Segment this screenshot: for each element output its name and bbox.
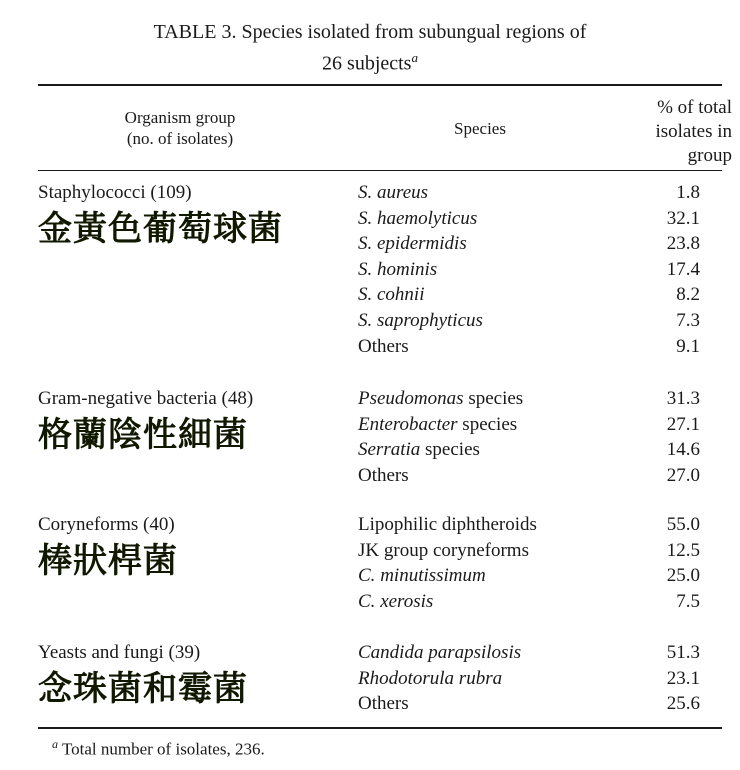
group-label: Staphylococci (109) [38, 182, 192, 203]
header-organism-group: Organism group (no. of isolates) [124, 108, 236, 148]
chinese-annotation: 念珠菌和霉菌 [38, 669, 248, 709]
species-genus: S. [358, 258, 373, 280]
percent-value: 17.4 [666, 258, 700, 280]
species-name [358, 258, 437, 282]
percent-value: 14.6 [666, 439, 700, 461]
percent-value: 32.1 [666, 207, 700, 229]
footnote-text: Total number of isolates, 236. [58, 739, 265, 759]
species-epithet: epidermidis [377, 233, 467, 255]
title-footnote-mark: a [411, 50, 418, 65]
species-genus: S. [358, 182, 373, 203]
species-epithet: cohnii [377, 284, 425, 306]
species-epithet: xerosis [380, 590, 434, 612]
percent-value: 23.1 [666, 667, 700, 689]
species-name [358, 438, 480, 462]
header-percent: % of total isolates in group [655, 97, 732, 166]
species-genus: C. [358, 590, 376, 612]
species-name [358, 692, 409, 716]
species-epithet: hominis [377, 258, 438, 280]
species-suffix: species [463, 388, 524, 409]
chinese-annotation: 格蘭陰性細菌 [38, 415, 248, 455]
table-title [0, 20, 740, 77]
species-epithet: Enterobacter [358, 413, 458, 435]
percent-value: 1.8 [676, 182, 700, 203]
percent-value: 8.2 [676, 284, 700, 306]
species-name [358, 335, 409, 359]
group-label: Gram-negative bacteria (48) [38, 388, 254, 409]
species-genus: C. [358, 565, 376, 587]
species-epithet: Candida parapsilosis [358, 642, 522, 663]
percent-value: 23.8 [666, 233, 700, 255]
species-genus: S. [358, 310, 373, 331]
chinese-annotation: 金黃色葡萄球菌 [38, 209, 283, 249]
percent-value: 27.1 [666, 413, 700, 435]
header-rule [38, 170, 722, 171]
group-label: Coryneforms (40) [38, 514, 175, 535]
species-suffix: species [457, 413, 518, 435]
percent-value: 25.6 [666, 693, 700, 715]
species-epithet: Pseudomonas [358, 388, 464, 409]
species-suffix: Others [358, 335, 409, 357]
species-suffix: species [420, 439, 480, 461]
species-name [358, 181, 428, 205]
species-name [358, 539, 529, 563]
percent-value: 31.3 [666, 388, 700, 409]
top-rule [38, 84, 722, 86]
species-name [358, 464, 409, 488]
percent-value: 12.5 [666, 539, 700, 561]
group-label: Yeasts and fungi (39) [38, 642, 201, 663]
species-name [358, 590, 433, 614]
species-suffix: Others [358, 693, 409, 715]
table-title-line1: TABLE 3. Species isolated from subungual regions of [153, 21, 587, 43]
bottom-rule [38, 727, 722, 729]
species-suffix: JK group coryneforms [358, 539, 529, 561]
species-epithet: Serratia [358, 439, 421, 461]
species-genus: S. [358, 233, 373, 255]
species-epithet: aureus [377, 182, 429, 203]
species-name [358, 207, 477, 231]
species-suffix: Lipophilic diphtheroids [358, 514, 537, 535]
species-name [358, 564, 486, 588]
species-name [358, 232, 467, 256]
species-name [358, 387, 523, 411]
species-epithet: saprophyticus [377, 310, 483, 331]
percent-value: 7.3 [676, 310, 700, 331]
percent-value: 9.1 [676, 335, 700, 357]
species-name [358, 283, 425, 307]
chinese-annotation: 棒狀桿菌 [38, 541, 178, 581]
percent-value: 7.5 [676, 590, 700, 612]
percent-value: 27.0 [666, 464, 700, 486]
percent-value: 25.0 [666, 565, 700, 587]
percent-value: 51.3 [666, 642, 700, 663]
table-footnote [52, 733, 265, 761]
species-name [358, 413, 517, 437]
header-species: Species [454, 119, 506, 138]
percent-value: 55.0 [666, 514, 700, 535]
species-name [358, 641, 521, 665]
species-name [358, 667, 502, 691]
footnote-mark: a [52, 737, 58, 751]
table-title-line2: 26 subjects$^a$ [322, 50, 418, 75]
species-genus: S. [358, 207, 373, 229]
species-suffix: Others [358, 464, 409, 486]
species-epithet: haemolyticus [377, 207, 478, 229]
species-genus: S. [358, 284, 373, 306]
species-name [358, 513, 537, 537]
species-name [358, 309, 483, 333]
species-epithet: Rhodotorula rubra [358, 667, 503, 689]
species-epithet: minutissimum [380, 565, 486, 587]
